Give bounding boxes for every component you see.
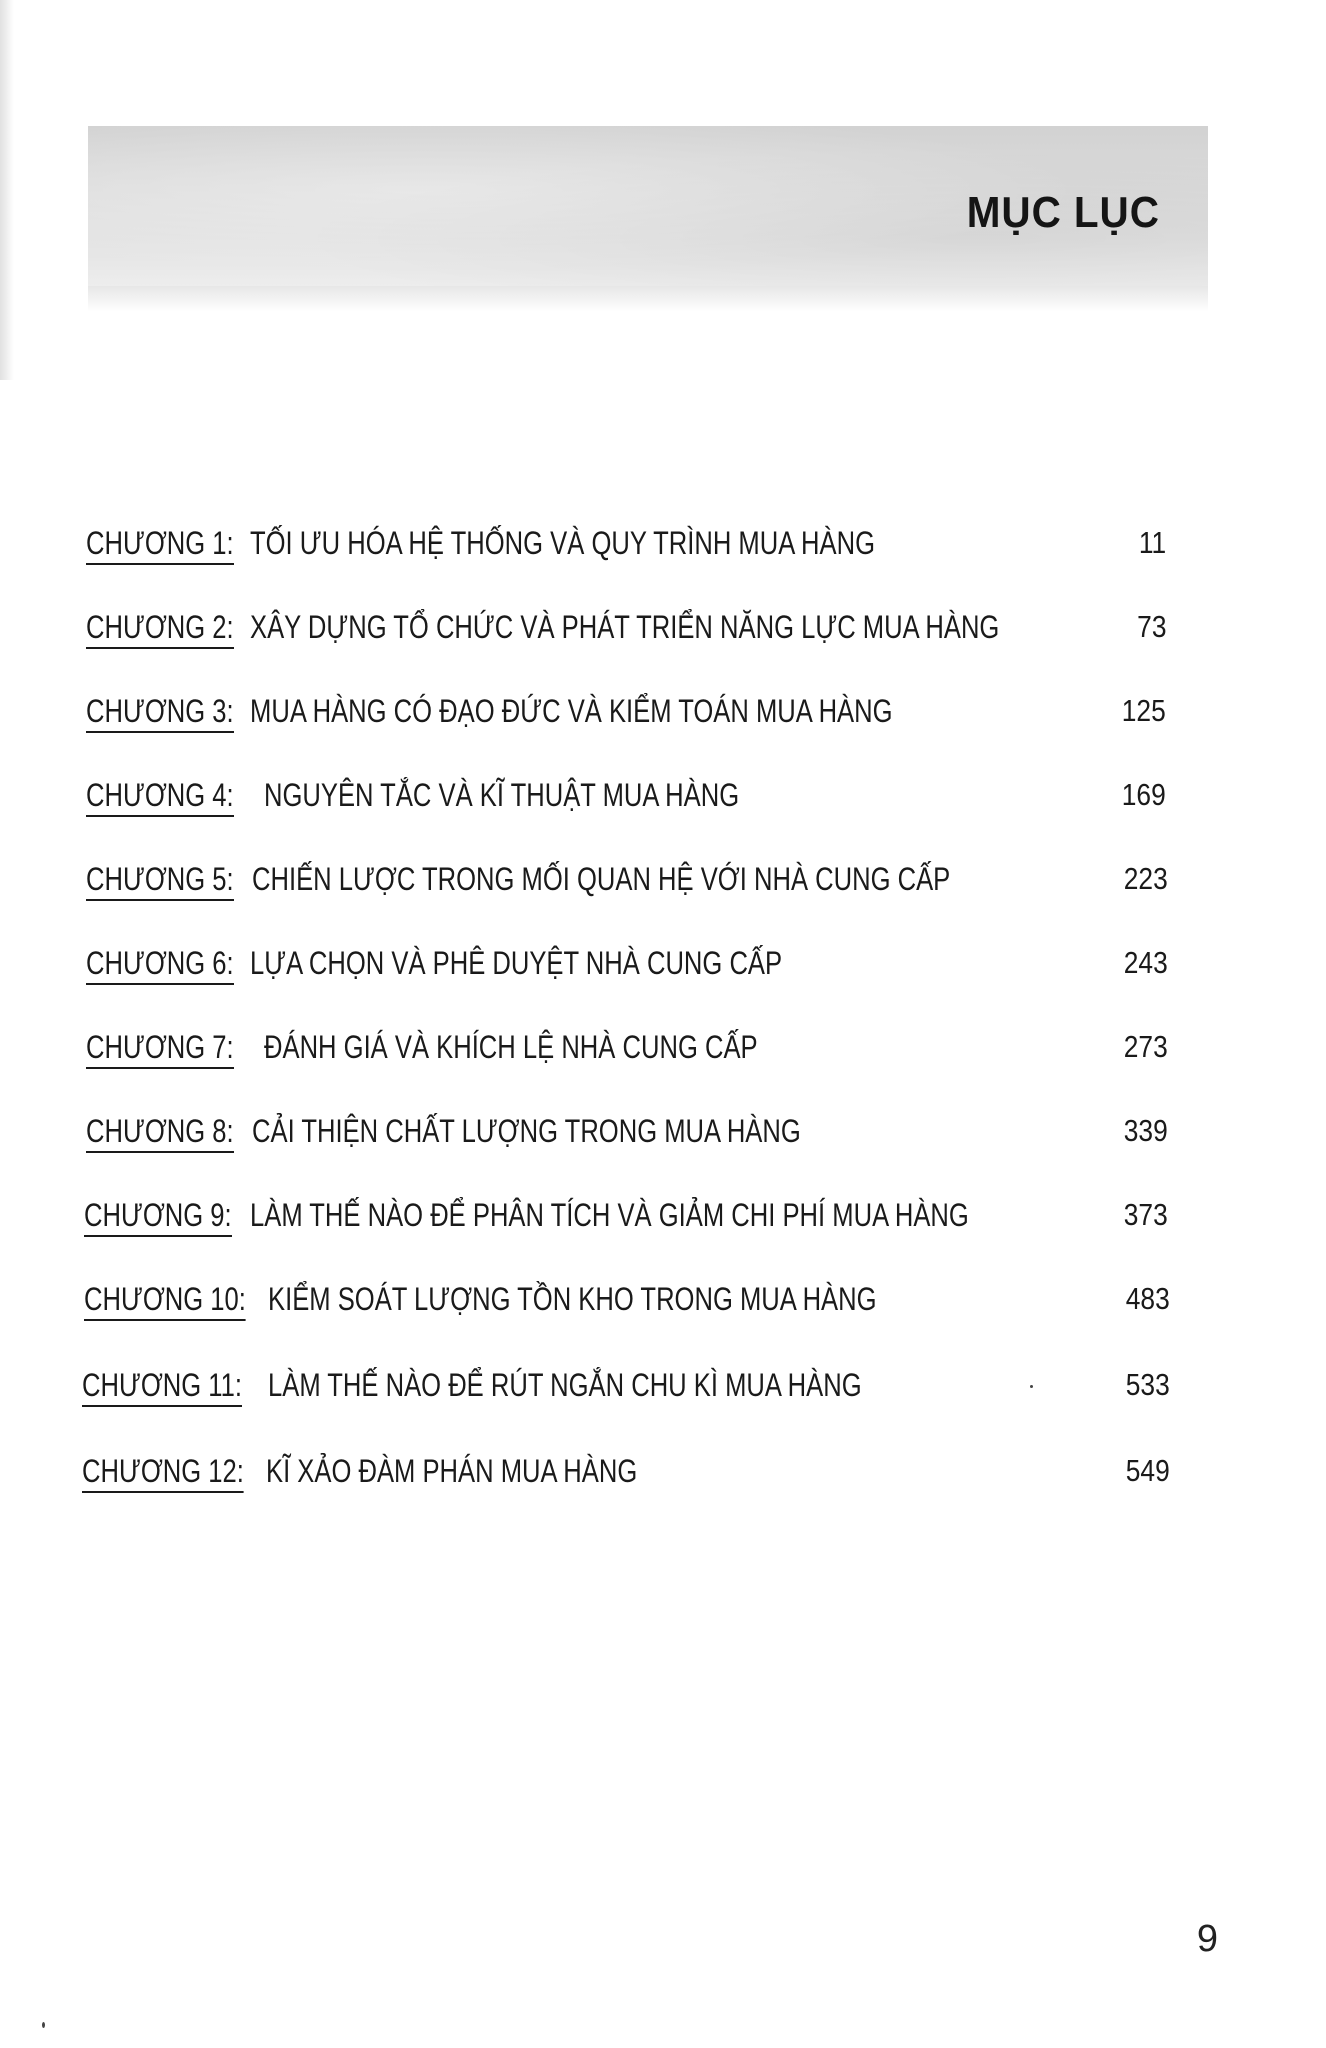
chapter-label: CHƯƠNG 10:	[84, 1281, 246, 1321]
chapter-title: MUA HÀNG CÓ ĐẠO ĐỨC VÀ KIỂM TOÁN MUA HÀNG	[250, 693, 893, 729]
toc-entry-8[interactable]	[86, 1108, 1168, 1154]
chapter-title: CẢI THIỆN CHẤT LƯỢNG TRONG MUA HÀNG	[252, 1113, 801, 1149]
toc-entry-6[interactable]	[86, 940, 1168, 986]
chapter-page-number: 125	[1122, 693, 1166, 728]
chapter-title: KIỂM SOÁT LƯỢNG TỒN KHO TRONG MUA HÀNG	[268, 1281, 877, 1317]
chapter-page-number: 169	[1122, 777, 1166, 812]
chapter-title: XÂY DỰNG TỔ CHỨC VÀ PHÁT TRIỂN NĂNG LỰC MUA HÀNG	[250, 609, 1000, 645]
chapter-page-number: 549	[1126, 1453, 1170, 1488]
toc-entry-11[interactable]	[82, 1362, 1170, 1408]
scan-speck	[42, 2022, 45, 2028]
page-title: MỤC LỤC	[966, 188, 1160, 237]
chapter-page-number: 373	[1124, 1197, 1168, 1232]
toc-entry-9[interactable]	[84, 1192, 1168, 1238]
chapter-label: CHƯƠNG 12:	[82, 1453, 244, 1493]
chapter-page-number: 73	[1136, 609, 1166, 644]
chapter-title: TỐI ƯU HÓA HỆ THỐNG VÀ QUY TRÌNH MUA HÀNG	[250, 525, 875, 561]
page-number: 9	[1196, 1918, 1218, 1960]
chapter-page-number: 243	[1124, 945, 1168, 980]
chapter-label: CHƯƠNG 11:	[82, 1367, 242, 1407]
chapter-label: CHƯƠNG 2:	[86, 609, 234, 649]
toc-entry-1[interactable]	[86, 520, 1166, 566]
toc-entry-5[interactable]	[86, 856, 1168, 902]
toc-entry-12[interactable]	[82, 1448, 1170, 1494]
chapter-label: CHƯƠNG 7:	[86, 1029, 234, 1069]
toc-entry-3[interactable]	[86, 688, 1166, 734]
chapter-title: LÀM THẾ NÀO ĐỂ RÚT NGẮN CHU KÌ MUA HÀNG	[268, 1367, 862, 1403]
toc-entry-2[interactable]	[86, 604, 1166, 650]
chapter-label: CHƯƠNG 1:	[86, 525, 234, 565]
chapter-label: CHƯƠNG 5:	[86, 861, 234, 901]
chapter-title: NGUYÊN TẮC VÀ KĨ THUẬT MUA HÀNG	[264, 777, 740, 813]
chapter-page-number: 533	[1126, 1367, 1170, 1402]
toc-entry-7[interactable]	[86, 1024, 1168, 1070]
chapter-title: ĐÁNH GIÁ VÀ KHÍCH LỆ NHÀ CUNG CẤP	[264, 1029, 758, 1065]
chapter-page-number: 339	[1124, 1113, 1168, 1148]
chapter-label: CHƯƠNG 9:	[84, 1197, 232, 1237]
chapter-label: CHƯƠNG 3:	[86, 693, 234, 733]
chapter-page-number: 483	[1126, 1281, 1170, 1316]
toc-entry-10[interactable]	[84, 1276, 1170, 1322]
chapter-label: CHƯƠNG 8:	[86, 1113, 234, 1153]
chapter-title: LỰA CHỌN VÀ PHÊ DUYỆT NHÀ CUNG CẤP	[250, 945, 783, 981]
chapter-title: KĨ XẢO ĐÀM PHÁN MUA HÀNG	[266, 1453, 638, 1489]
chapter-title: LÀM THẾ NÀO ĐỂ PHÂN TÍCH VÀ GIẢM CHI PHÍ MUA HÀNG	[250, 1197, 969, 1233]
scan-speck	[1030, 1385, 1033, 1388]
toc-entry-4[interactable]	[86, 772, 1166, 818]
chapter-label: CHƯƠNG 6:	[86, 945, 234, 985]
chapter-page-number: 223	[1124, 861, 1168, 896]
chapter-title: CHIẾN LƯỢC TRONG MỐI QUAN HỆ VỚI NHÀ CUNG CẤP	[252, 861, 951, 897]
chapter-page-number: 273	[1124, 1029, 1168, 1064]
chapter-label: CHƯƠNG 4:	[86, 777, 234, 817]
chapter-page-number: 11	[1138, 525, 1166, 560]
